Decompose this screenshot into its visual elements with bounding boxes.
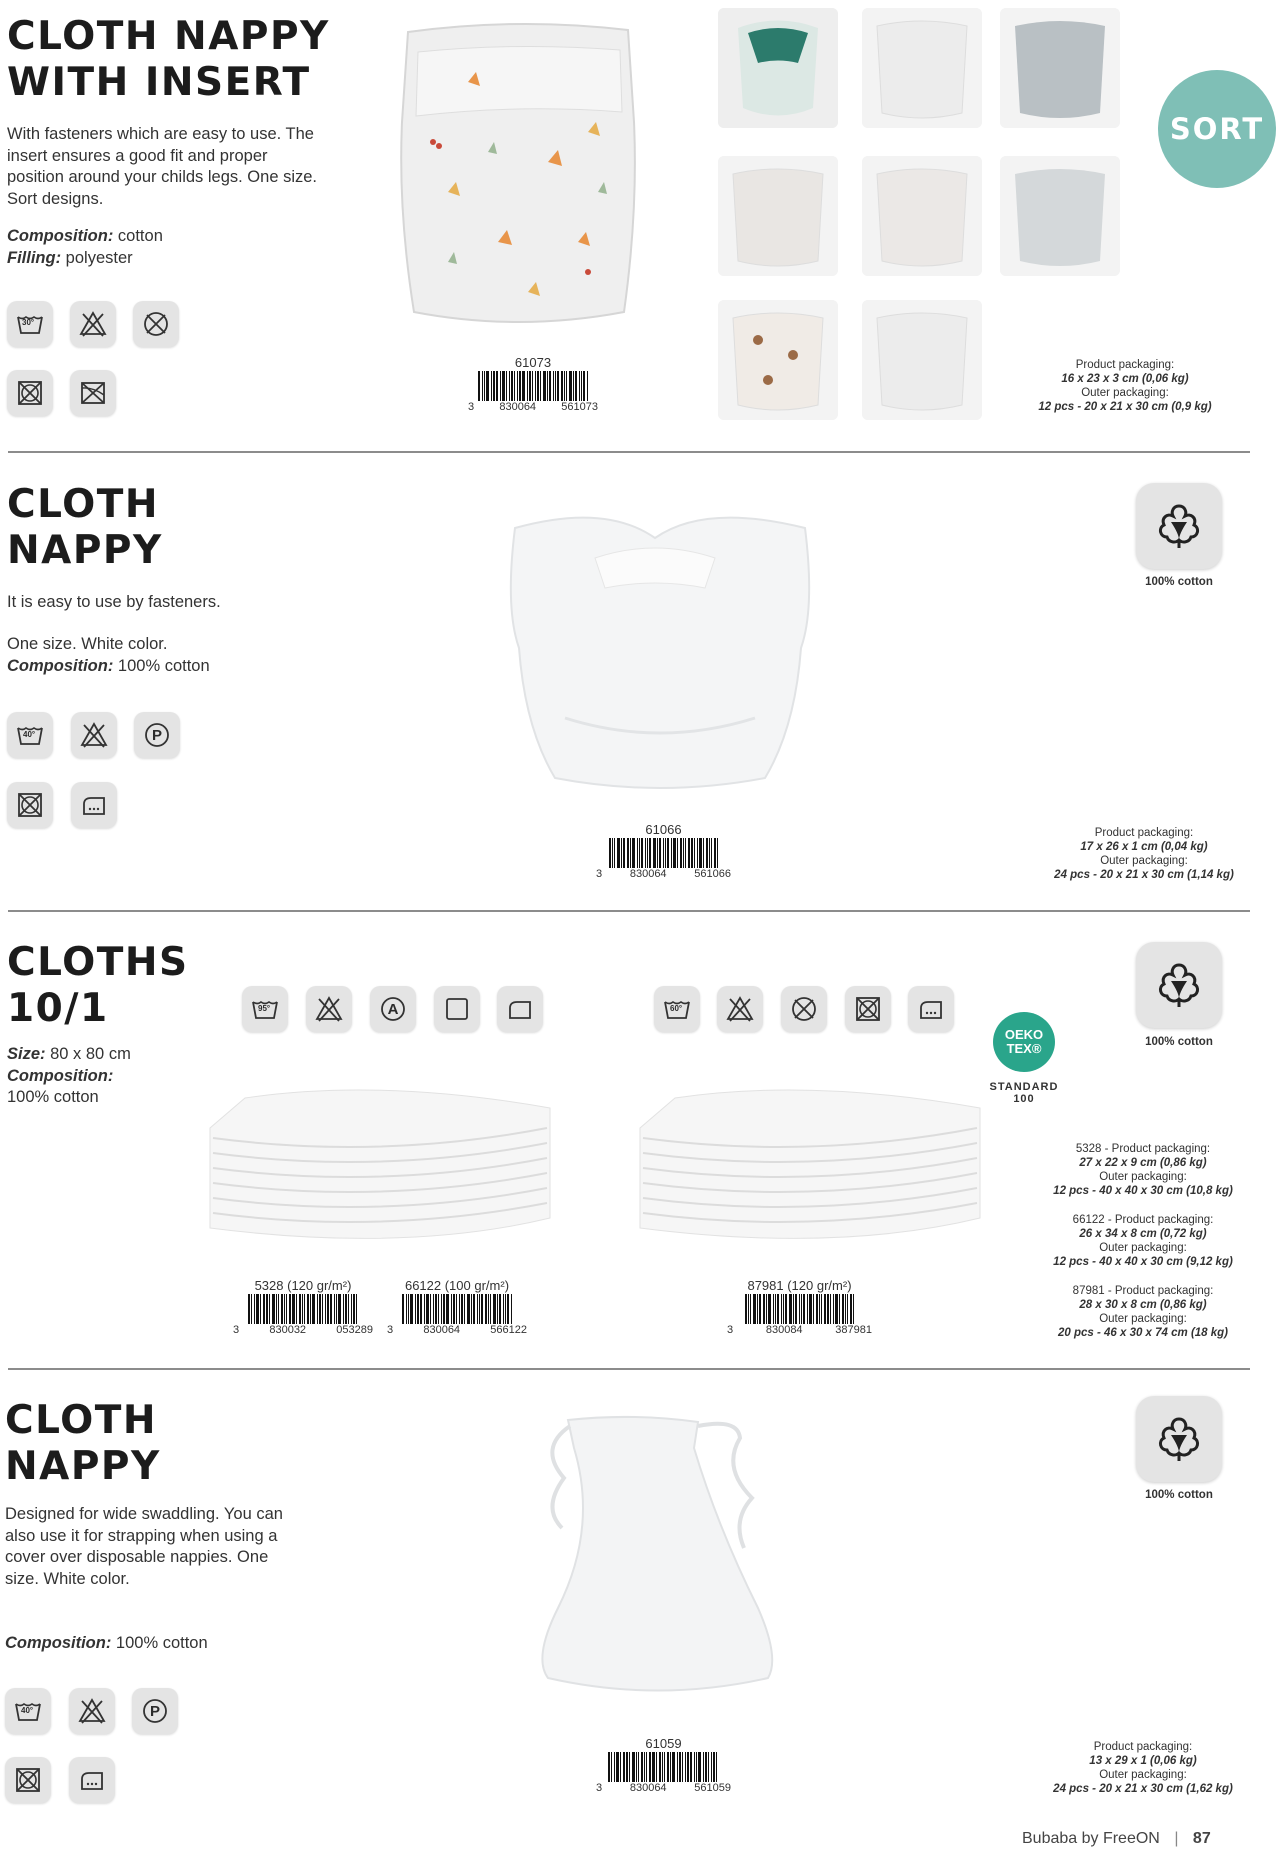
cotton-label: 100% cotton [1145,1036,1213,1048]
stacked-cloths-image [635,1078,985,1258]
section-3-title: CLOTHS 10/1 [7,940,189,1031]
packaging-87981: 87981 - Product packaging: 28 x 30 x 8 cm (0,86 kg) Outer packaging: 20 pcs - 46 x 30 x 74 cm (18 kg) [1057,1285,1229,1339]
no-dryclean-icon [5,1757,51,1803]
section-4-composition: Composition: 100% cotton [5,1634,208,1652]
barcode-61059: 61059 3 830064 561059 [596,1736,731,1794]
design-thumbnail [862,156,982,276]
cotton-label: 100% cotton [1145,576,1213,588]
footer [1022,1830,1211,1848]
design-thumbnail [862,8,982,128]
wash-30-icon: 30° [7,301,53,347]
section-divider [8,1368,1250,1370]
wash-95-icon: 95° [242,986,288,1032]
section-1-composition: Composition: cotton Filling: polyester [7,227,163,267]
barcode-66122: 66122 (100 gr/m²) 3 830064 566122 [387,1278,527,1336]
stacked-cloths-image [205,1078,555,1258]
barcode-bars [468,371,598,401]
packaging-66122: 66122 - Product packaging: 26 x 34 x 8 cm (0,72 kg) Outer packaging: 12 pcs - 40 x 40 x 30 cm (9,12 kg) [1053,1214,1233,1268]
section-2-description: It is easy to use by fasteners. [7,593,221,611]
no-dryclean-icon [7,370,53,416]
cotton-icon [1136,483,1222,569]
tumble-dry-icon [434,986,480,1032]
section-3-specs: Size: 80 x 80 cm Composition: 100% cotton [7,1045,131,1106]
section-2-composition: One size. White color. Composition: 100% cotton [7,635,210,675]
section-4-description: Designed for wide swaddling. You can also use it for strapping when using a cover over disposable nappies. One size. White color. [5,1505,283,1588]
section-1-title: CLOTH NAPPY WITH INSERT [7,14,330,105]
no-dryclean-icon [7,782,53,828]
section-1-description: With fasteners which are easy to use. The insert ensures a good fit and proper position around your childs legs. One size. Sort designs. [7,125,318,208]
no-bleach-icon [717,986,763,1032]
swaddling-nappy-image [518,1408,808,1698]
barcode-bars [387,1294,527,1324]
cotton-icon [1136,1396,1222,1482]
iron-icon [497,986,543,1032]
section-2-packaging: Product packaging: 17 x 26 x 1 cm (0,04 kg) Outer packaging: 24 pcs - 20 x 21 x 30 cm (1,14 kg) [1054,827,1234,881]
design-thumbnail [718,300,838,420]
section-4-title: CLOTH NAPPY [5,1398,161,1489]
sort-badge: SORT [1158,70,1276,188]
section-4-packaging: Product packaging: 13 x 29 x 1 (0,06 kg) Outer packaging: 24 pcs - 20 x 21 x 30 cm (1,62 kg) [1053,1741,1233,1795]
design-thumbnail [718,8,838,128]
design-thumbnail [718,156,838,276]
barcode-bars [727,1294,872,1324]
oeko-tex-logo: OEKO TEX® [993,1012,1055,1072]
barcode-bars [596,1752,731,1782]
barcode-61066: 61066 3 830064 561066 [596,822,731,880]
iron-icon [71,782,117,828]
section-divider [8,451,1250,453]
section-divider [8,910,1250,912]
footer-brand: Bubaba by FreeON [1022,1830,1160,1847]
wash-40-icon: 40° [5,1688,51,1734]
section-1-packaging: Product packaging: 16 x 23 x 3 cm (0,06 kg) Outer packaging: 12 pcs - 20 x 21 x 30 cm (0,9 kg) [1038,359,1212,413]
barcode-bars [596,838,731,868]
design-thumbnail [1000,8,1120,128]
no-bleach-icon [306,986,352,1032]
oeko-tex-standard: STANDARD 100 [989,1081,1059,1105]
no-tumble-dry-icon [781,986,827,1032]
packaging-5328: 5328 - Product packaging: 27 x 22 x 9 cm (0,86 kg) Outer packaging: 12 pcs - 40 x 40 x 30 cm (10,8 kg) [1053,1143,1233,1197]
dryclean-p-icon: P [132,1688,178,1734]
no-iron-icon [70,370,116,416]
white-cloth-nappy-image [505,498,815,798]
dryclean-a-icon: A [370,986,416,1032]
iron-icon [69,1757,115,1803]
no-bleach-icon [71,712,117,758]
cotton-icon [1136,942,1222,1028]
design-thumbnail [1000,156,1120,276]
no-bleach-icon [69,1688,115,1734]
barcode-bars [233,1294,373,1324]
design-thumbnail [862,300,982,420]
dryclean-p-icon: P [134,712,180,758]
wash-40-icon: 40° [7,712,53,758]
no-bleach-icon [70,301,116,347]
nappy-with-insert-image [388,12,648,330]
no-dryclean-icon [845,986,891,1032]
iron-icon [908,986,954,1032]
barcode-5328: 5328 (120 gr/m²) 3 830032 053289 [233,1278,373,1336]
wash-60-icon: 60° [654,986,700,1032]
cotton-label: 100% cotton [1145,1489,1213,1501]
section-2-title: CLOTH NAPPY [7,482,163,573]
page-number: 87 [1192,1830,1211,1847]
footer-separator: | [1174,1830,1179,1847]
barcode-87981: 87981 (120 gr/m²) 3 830084 387981 [727,1278,872,1336]
barcode-61073: 61073 3 830064 561073 [468,355,598,413]
no-tumble-dry-icon [133,301,179,347]
